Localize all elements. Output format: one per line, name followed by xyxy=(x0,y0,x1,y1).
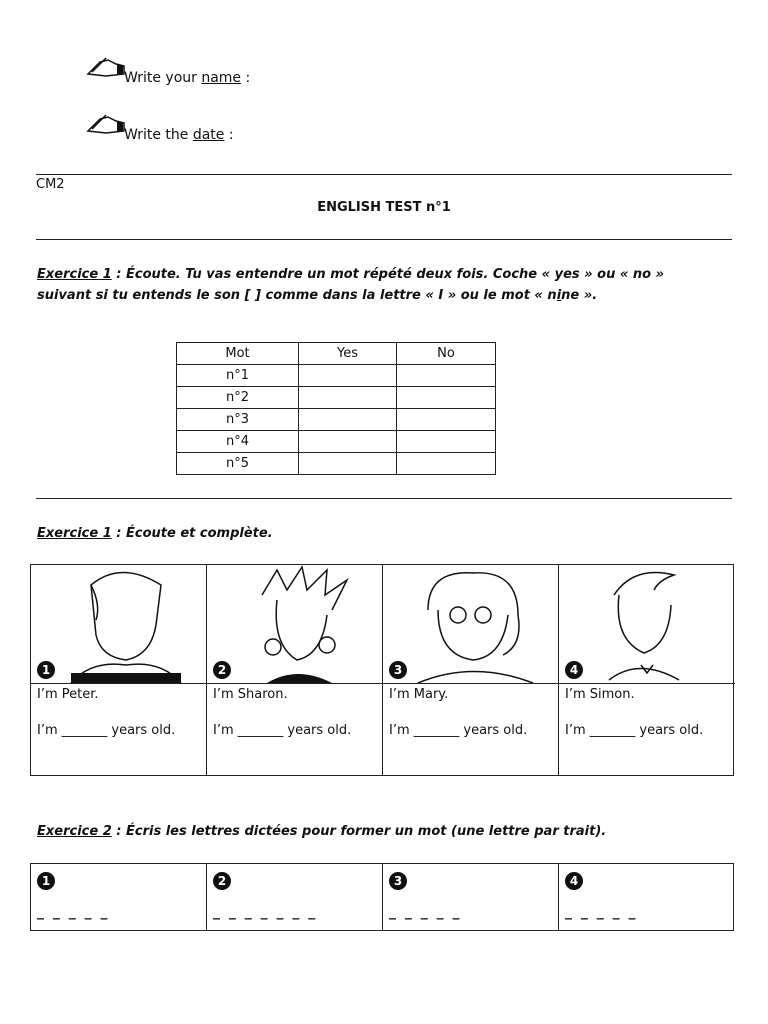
divider xyxy=(36,498,732,499)
name-sentence: I’m Peter. xyxy=(37,687,99,702)
yes-cell[interactable] xyxy=(299,387,397,409)
letter-blanks[interactable]: _ _ _ _ _ xyxy=(565,904,638,920)
no-cell[interactable] xyxy=(397,431,496,453)
yes-cell[interactable] xyxy=(299,365,397,387)
column-header: No xyxy=(397,343,496,365)
exercise2-instructions: Exercice 2 : Écris les lettres dictées pour former un mot (une lettre par trait). xyxy=(37,824,607,839)
yes-cell[interactable] xyxy=(299,409,397,431)
exercise1b-instructions: Exercice 1 : Écoute et complète. xyxy=(37,526,273,541)
no-cell[interactable] xyxy=(397,453,496,475)
number-badge: 4 xyxy=(565,661,583,679)
divider xyxy=(36,239,732,240)
table-row xyxy=(177,409,496,431)
table-row xyxy=(177,453,496,475)
table-row xyxy=(177,431,496,453)
table-row xyxy=(177,365,496,387)
no-cell[interactable] xyxy=(397,387,496,409)
portrait-sharon xyxy=(207,565,382,684)
number-badge: 4 xyxy=(565,872,583,890)
table-header-row xyxy=(177,343,496,365)
page-title: ENGLISH TEST n°1 xyxy=(317,200,451,215)
write-date-prompt: Write the date : xyxy=(124,127,234,143)
write-name-prompt: Write your name : xyxy=(124,70,251,86)
letter-blanks[interactable]: _ _ _ _ _ _ _ xyxy=(213,904,318,920)
word-number: n°4 xyxy=(177,431,299,453)
portrait-cell xyxy=(31,565,207,775)
table-row xyxy=(177,387,496,409)
word-number: n°5 xyxy=(177,453,299,475)
yes-no-table xyxy=(176,342,496,475)
portrait-simon xyxy=(559,565,735,684)
letter-blanks[interactable]: _ _ _ _ _ xyxy=(37,904,110,920)
portraits-grid xyxy=(30,564,734,776)
column-header: Yes xyxy=(299,343,397,365)
word-number: n°3 xyxy=(177,409,299,431)
number-badge: 1 xyxy=(37,872,55,890)
number-badge: 3 xyxy=(389,661,407,679)
yes-cell[interactable] xyxy=(299,453,397,475)
portrait-mary xyxy=(383,565,558,684)
word-number: n°1 xyxy=(177,365,299,387)
spelling-box[interactable] xyxy=(383,864,559,930)
age-sentence[interactable]: I’m _______ years old. xyxy=(565,723,704,738)
word-number: n°2 xyxy=(177,387,299,409)
yes-cell[interactable] xyxy=(299,431,397,453)
name-sentence: I’m Sharon. xyxy=(213,687,288,702)
no-cell[interactable] xyxy=(397,365,496,387)
number-badge: 2 xyxy=(213,661,231,679)
column-header: Mot xyxy=(177,343,299,365)
no-cell[interactable] xyxy=(397,409,496,431)
exercise1-instructions: Exercice 1 : Écoute. Tu vas entendre un mot répété deux fois. Coche « yes » ou « no » suivant si tu entends le son [ ] comme dans la lettre « I » ou le mot « nine ». xyxy=(37,267,664,303)
age-sentence[interactable]: I’m _______ years old. xyxy=(213,723,352,738)
number-badge: 3 xyxy=(389,872,407,890)
age-sentence[interactable]: I’m _______ years old. xyxy=(389,723,528,738)
spelling-box[interactable] xyxy=(31,864,207,930)
portrait-cell xyxy=(559,565,735,775)
spelling-box[interactable] xyxy=(559,864,735,930)
portrait-peter xyxy=(31,565,206,684)
name-sentence: I’m Simon. xyxy=(565,687,635,702)
letter-blanks[interactable]: _ _ _ _ _ xyxy=(389,904,462,920)
name-sentence: I’m Mary. xyxy=(389,687,449,702)
number-badge: 2 xyxy=(213,872,231,890)
portrait-cell xyxy=(383,565,559,775)
number-badge: 1 xyxy=(37,661,55,679)
spelling-grid xyxy=(30,863,734,931)
class-label: CM2 xyxy=(36,177,65,192)
writing-hand-icon xyxy=(86,113,126,137)
writing-hand-icon xyxy=(86,56,126,80)
divider xyxy=(36,174,732,175)
spelling-box[interactable] xyxy=(207,864,383,930)
portrait-cell xyxy=(207,565,383,775)
age-sentence[interactable]: I’m _______ years old. xyxy=(37,723,176,738)
